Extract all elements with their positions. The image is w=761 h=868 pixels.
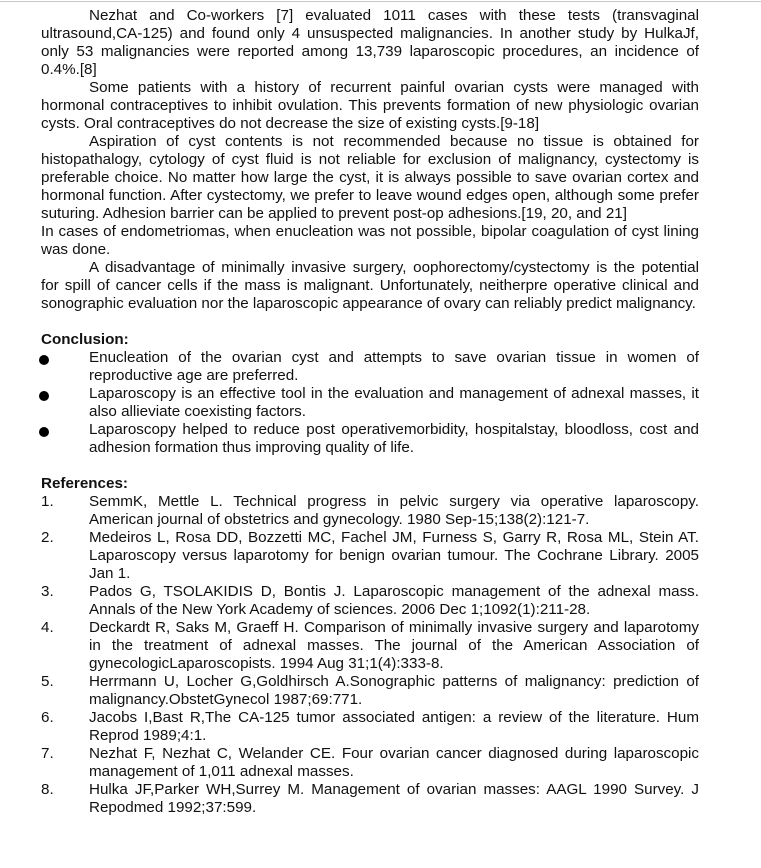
references-list xyxy=(41,493,699,817)
paragraph-aspiration: Aspiration of cyst contents is not recommended because no tissue is obtained for histopathalogy, cytology of cyst fluid is not reliable for exclusion of malignancy, cystectomy is preferable choice. No matter how large the cyst, it is always possible to save ovarian cortex and hormonal function. After cystectomy, we prefer to leave wound edges open, although some prefer suturing. Adhesion barrier can be applied to prevent post-op adhesions.[19, 20, and 21] xyxy=(41,133,699,222)
reference-number: 7. xyxy=(41,745,54,762)
conclusion-item-text: Enucleation of the ovarian cyst and attempts to save ovarian tissue in women of reproductive age are preferred. xyxy=(89,349,699,384)
reference-item xyxy=(41,673,699,709)
conclusion-item xyxy=(41,421,699,457)
paragraph-hormonal-contraceptives: Some patients with a history of recurrent painful ovarian cysts were managed with hormonal contraceptives to inhibit ovulation. This prevents formation of new physiologic ovarian cysts. Oral contraceptives do not decrease the size of existing cysts.[9-18] xyxy=(41,79,699,132)
reference-item xyxy=(41,745,699,781)
reference-item xyxy=(41,781,699,817)
paragraph-endometriomas: In cases of endometriomas, when enucleation was not possible, bipolar coagulation of cyst lining was done. xyxy=(41,223,699,258)
reference-number: 4. xyxy=(41,619,54,636)
conclusion-heading: Conclusion: xyxy=(41,331,129,348)
reference-item xyxy=(41,529,699,583)
reference-item xyxy=(41,493,699,529)
body-text xyxy=(41,7,699,313)
bullet-dot-icon xyxy=(39,427,49,437)
reference-item xyxy=(41,619,699,673)
conclusion-item-text: Laparoscopy helped to reduce post operativemorbidity, hospitalstay, bloodloss, cost and adhesion formation thus improving quality of life. xyxy=(89,421,699,456)
references-heading: References: xyxy=(41,475,128,492)
conclusion-item-text: Laparoscopy is an effective tool in the evaluation and management of adnexal masses, it also allieviate coexisting factors. xyxy=(89,385,699,420)
reference-text: Pados G, TSOLAKIDIS D, Bontis J. Laparoscopic management of the adnexal mass. Annals of the New York Academy of sciences. 2006 Dec 1;1092(1):211-28. xyxy=(89,583,699,618)
reference-text: Nezhat F, Nezhat C, Welander CE. Four ovarian cancer diagnosed during laparoscopic management of 1,011 adnexal masses. xyxy=(89,745,699,780)
reference-number: 1. xyxy=(41,493,54,510)
reference-number: 8. xyxy=(41,781,54,798)
page-top-rule xyxy=(0,1,761,2)
reference-text: Jacobs I,Bast R,The CA-125 tumor associated antigen: a review of the literature. Hum Reprod 1989;4:1. xyxy=(89,709,699,744)
reference-text: Medeiros L, Rosa DD, Bozzetti MC, Fachel JM, Furness S, Garry R, Rosa ML, Stein AT. Laparoscopy versus laparotomy for benign ovarian tumour. The Cochrane Library. 2005 Jan 1. xyxy=(89,529,699,582)
conclusion-item xyxy=(41,385,699,421)
conclusion-list xyxy=(41,349,699,457)
bullet-dot-icon xyxy=(39,391,49,401)
paragraph-disadvantage: A disadvantage of minimally invasive surgery, oophorectomy/cystectomy is the potential for spill of cancer cells if the mass is malignant. Unfortunately, neitherpre operative clinical and sonographic evaluation nor the laparoscopic appearance of ovary can reliably predict malignancy. xyxy=(41,259,699,312)
conclusion-item xyxy=(41,349,699,385)
reference-number: 3. xyxy=(41,583,54,600)
reference-text: Herrmann U, Locher G,Goldhirsch A.Sonographic patterns of malignancy: prediction of malignancy.ObstetGynecol 1987;69:771. xyxy=(89,673,699,708)
reference-item xyxy=(41,583,699,619)
document-page xyxy=(41,7,699,817)
reference-item xyxy=(41,709,699,745)
reference-text: SemmK, Mettle L. Technical progress in pelvic surgery via operative laparoscopy. American journal of obstetrics and gynecology. 1980 Sep-15;138(2):121-7. xyxy=(89,493,699,528)
bullet-dot-icon xyxy=(39,355,49,365)
reference-number: 6. xyxy=(41,709,54,726)
reference-number: 2. xyxy=(41,529,54,546)
reference-text: Deckardt R, Saks M, Graeff H. Comparison of minimally invasive surgery and laparotomy in the treatment of adnexal masses. The journal of the American Association of gynecologicLaparoscopists. 1994 Aug 31;1(4):333-8. xyxy=(89,619,699,672)
reference-text: Hulka JF,Parker WH,Surrey M. Management of ovarian masses: AAGL 1990 Survey. J Repodmed 1992;37:599. xyxy=(89,781,699,816)
paragraph-nezhat-study: Nezhat and Co-workers [7] evaluated 1011 cases with these tests (transvaginal ultrasound,CA-125) and found only 4 unsuspected malignancies. In another study by HulkaJf, only 53 malignancies were reported among 13,739 laparoscopic procedures, an incidence of 0.4%.[8] xyxy=(41,7,699,78)
reference-number: 5. xyxy=(41,673,54,690)
